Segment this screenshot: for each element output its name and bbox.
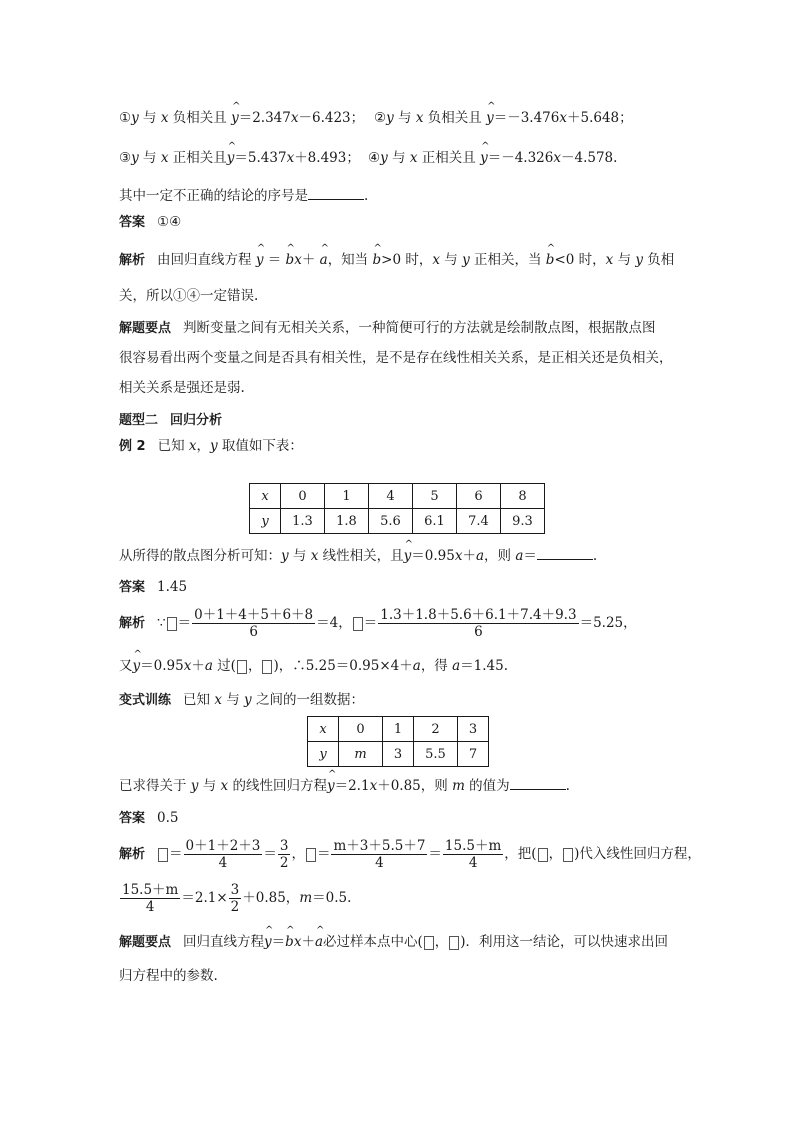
answer-blank — [537, 546, 593, 560]
solution-2-line-1: 解析 ∵ ＝ $\frac{0+1+4+5+6+8}{6}$ ＝4， ＝ $\frac{1.3+1.8+5.6+6.1+7.4+9.3}{6}$ ＝5.25， — [119, 607, 637, 640]
y-bar-symbol — [262, 660, 272, 674]
solution-3-line-2: $\frac{15.5+m}{4}$ ＝2.1× $\frac{3}{2}$ ＋0.85，m＝0.5. — [122, 882, 352, 915]
y-bar-symbol — [353, 617, 363, 631]
x-bar-symbol — [538, 848, 548, 862]
variant-question: 已求得关于 y 与 x 的线性回归方程^ y＝2.1x＋0.85，则 m 的值为 . — [119, 776, 570, 796]
tips-1-line-1: 解题要点 判断变量之间有无相关关系，一种简便可行的方法就是绘制散点图，根据散点图 — [119, 320, 656, 336]
data-table-2 — [307, 716, 489, 767]
solution-2-line-2: 又^ y＝0.95x＋a 过( ， )，∴5.25＝0.95×4＋a，得 a＝1.45. — [119, 656, 508, 676]
answer-blank — [510, 776, 566, 790]
tips-1-line-2: 很容易看出两个变量之间是否具有相关性，是不是存在线性相关关系，是正相关还是负相关， — [119, 350, 673, 366]
fraction: $\frac{m+3+5.5+7}{4}$ — [333, 838, 426, 871]
table-row-x: x 0 1 2 3 — [308, 717, 489, 742]
fraction: $\frac{0+1+4+5+6+8}{6}$ — [194, 607, 314, 640]
data-table-1 — [249, 483, 545, 534]
y-bar-symbol — [563, 848, 573, 862]
table-row-x: x 0 1 4 5 6 8 — [250, 484, 545, 509]
option-3: ③y 与 x 正相关且^ y＝5.437x＋8.493； — [119, 148, 360, 168]
fraction: $\frac{3}{2}$ — [279, 838, 289, 871]
table-row-y: y m 3 5.5 7 — [308, 742, 489, 767]
x-bar-symbol — [167, 617, 177, 631]
fraction: $\frac{0+1+2+3}{4}$ — [185, 838, 261, 871]
tips-2-line-1: 解题要点 回归直线方程^ y＝^ bx＋^ a必过样本点中心( ， )．利用这一结论，可以快速求出回 — [119, 932, 668, 953]
question-1: 其中一定不正确的结论的序号是 . — [119, 188, 369, 204]
fraction: $\frac{1.3+1.8+5.6+6.1+7.4+9.3}{6}$ — [380, 607, 577, 640]
option-2: ②y 与 x 负相关且 ^ y＝－3.476x＋5.648； — [374, 108, 633, 128]
table-row-y: y 1.3 1.8 5.6 6.1 7.4 9.3 — [250, 509, 545, 534]
answer-1: 答案 ①④ — [119, 214, 182, 230]
solution-1-line-1: 解析 由回归直线方程 ^ y ＝ ^ bx＋ ^ a，知当 ^ b>0 时，x 与 y 正相关，当 ^ b<0 时，x 与 y 负相 — [119, 250, 674, 271]
solution-3-line-1: 解析 ＝ $\frac{0+1+2+3}{4}$ ＝ $\frac{3}{2}$ ， ＝ $\frac{m+3+5.5+7}{4}$ ＝ $\frac{15.5+m}{4}$ ，把( ， )代入线性回归方程， — [119, 838, 701, 871]
x-bar-symbol — [424, 936, 434, 950]
fraction: $\frac{3}{2}$ — [230, 882, 240, 915]
y-bar-symbol — [449, 936, 459, 950]
answer-3: 答案 0.5 — [119, 810, 179, 826]
answer-2: 答案 1.45 — [119, 579, 188, 595]
section-heading: 题型二 回归分析 — [119, 413, 223, 428]
x-bar-symbol — [237, 660, 247, 674]
fraction: $\frac{15.5+m}{4}$ — [444, 838, 502, 871]
example-2: 例 2 已知 x，y 取值如下表： — [119, 438, 303, 454]
tips-1-line-3: 相关关系是强还是弱. — [119, 380, 245, 396]
answer-blank — [308, 186, 364, 200]
x-bar-symbol — [158, 848, 168, 862]
y-bar-symbol — [306, 848, 316, 862]
option-4: ④y 与 x 正相关且 ^ y＝－4.326x－4.578. — [368, 148, 617, 168]
example-2-question: 从所得的散点图分析可知：y 与 x 线性相关，且^ y＝0.95x＋a，则 a＝ . — [119, 546, 597, 566]
tips-2-line-2: 归方程中的参数. — [119, 968, 218, 984]
solution-1-line-2: 关，所以①④一定错误. — [119, 288, 259, 304]
variant-training: 变式训练 已知 x 与 y 之间的一组数据： — [119, 692, 364, 708]
fraction: $\frac{15.5+m}{4}$ — [122, 882, 179, 915]
option-1: ①y 与 x 负相关且 ^ y＝2.347x－6.423； — [119, 108, 364, 128]
